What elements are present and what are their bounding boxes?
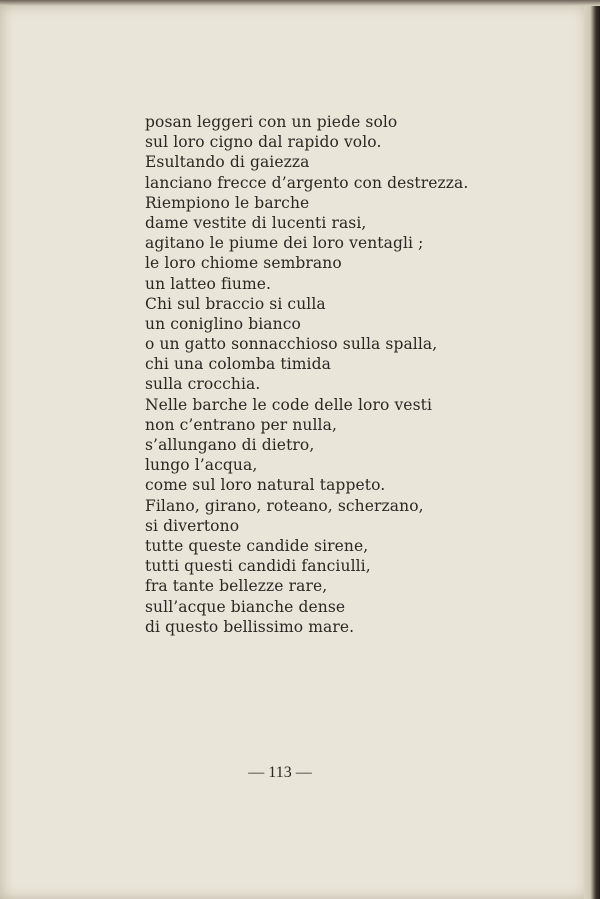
poem-line: agitano le piume dei loro ventagli ; <box>145 234 424 253</box>
poem-line: tutte queste candide sirene, <box>145 536 369 555</box>
poem-line: chi una colomba timida <box>145 355 331 374</box>
poem-line: sull’acque bianche dense <box>145 597 346 616</box>
page-top-edge <box>0 0 600 6</box>
poem-line: Nelle barche le code delle loro vesti <box>145 395 433 414</box>
poem-line: dame vestite di lucenti rasi, <box>145 213 367 232</box>
poem-line: fra tante bellezze rare, <box>145 577 328 596</box>
poem-line: lungo l’acqua, <box>145 456 258 475</box>
poem-line: Filano, girano, roteano, scherzano, <box>145 496 424 515</box>
poem-line: le loro chiome sembrano <box>145 254 342 273</box>
poem-line: Chi sul braccio si culla <box>145 294 326 313</box>
poem-line: Riempiono le barche <box>145 193 310 212</box>
poem-line: un latteo fiume. <box>145 274 272 293</box>
poem-line: non c’entrano per nulla, <box>145 415 337 434</box>
poem-line: s’allungano di dietro, <box>145 436 315 454</box>
page-edge-shadow <box>584 0 600 899</box>
poem-line: di questo bellissimo mare. <box>145 617 355 636</box>
poem-line: sul loro cigno dal rapido volo. <box>145 133 382 152</box>
poem-line: si divertono <box>145 516 240 535</box>
poem-line: o un gatto sonnacchioso sulla spalla, <box>145 335 438 354</box>
poem-line: un coniglino bianco <box>145 314 301 333</box>
poem-line: sulla crocchia. <box>145 375 261 394</box>
poem-line: lanciano frecce d’argento con destrezza. <box>145 173 469 192</box>
poem-line: come sul loro natural tappeto. <box>145 476 386 495</box>
poem-line: tutti questi candidi fanciulli, <box>145 557 371 576</box>
poem-text <box>145 112 468 637</box>
page-number: — 113 — <box>248 764 312 781</box>
poem-line: Esultando di gaiezza <box>145 153 310 172</box>
poem-line: posan leggeri con un piede solo <box>145 113 398 131</box>
